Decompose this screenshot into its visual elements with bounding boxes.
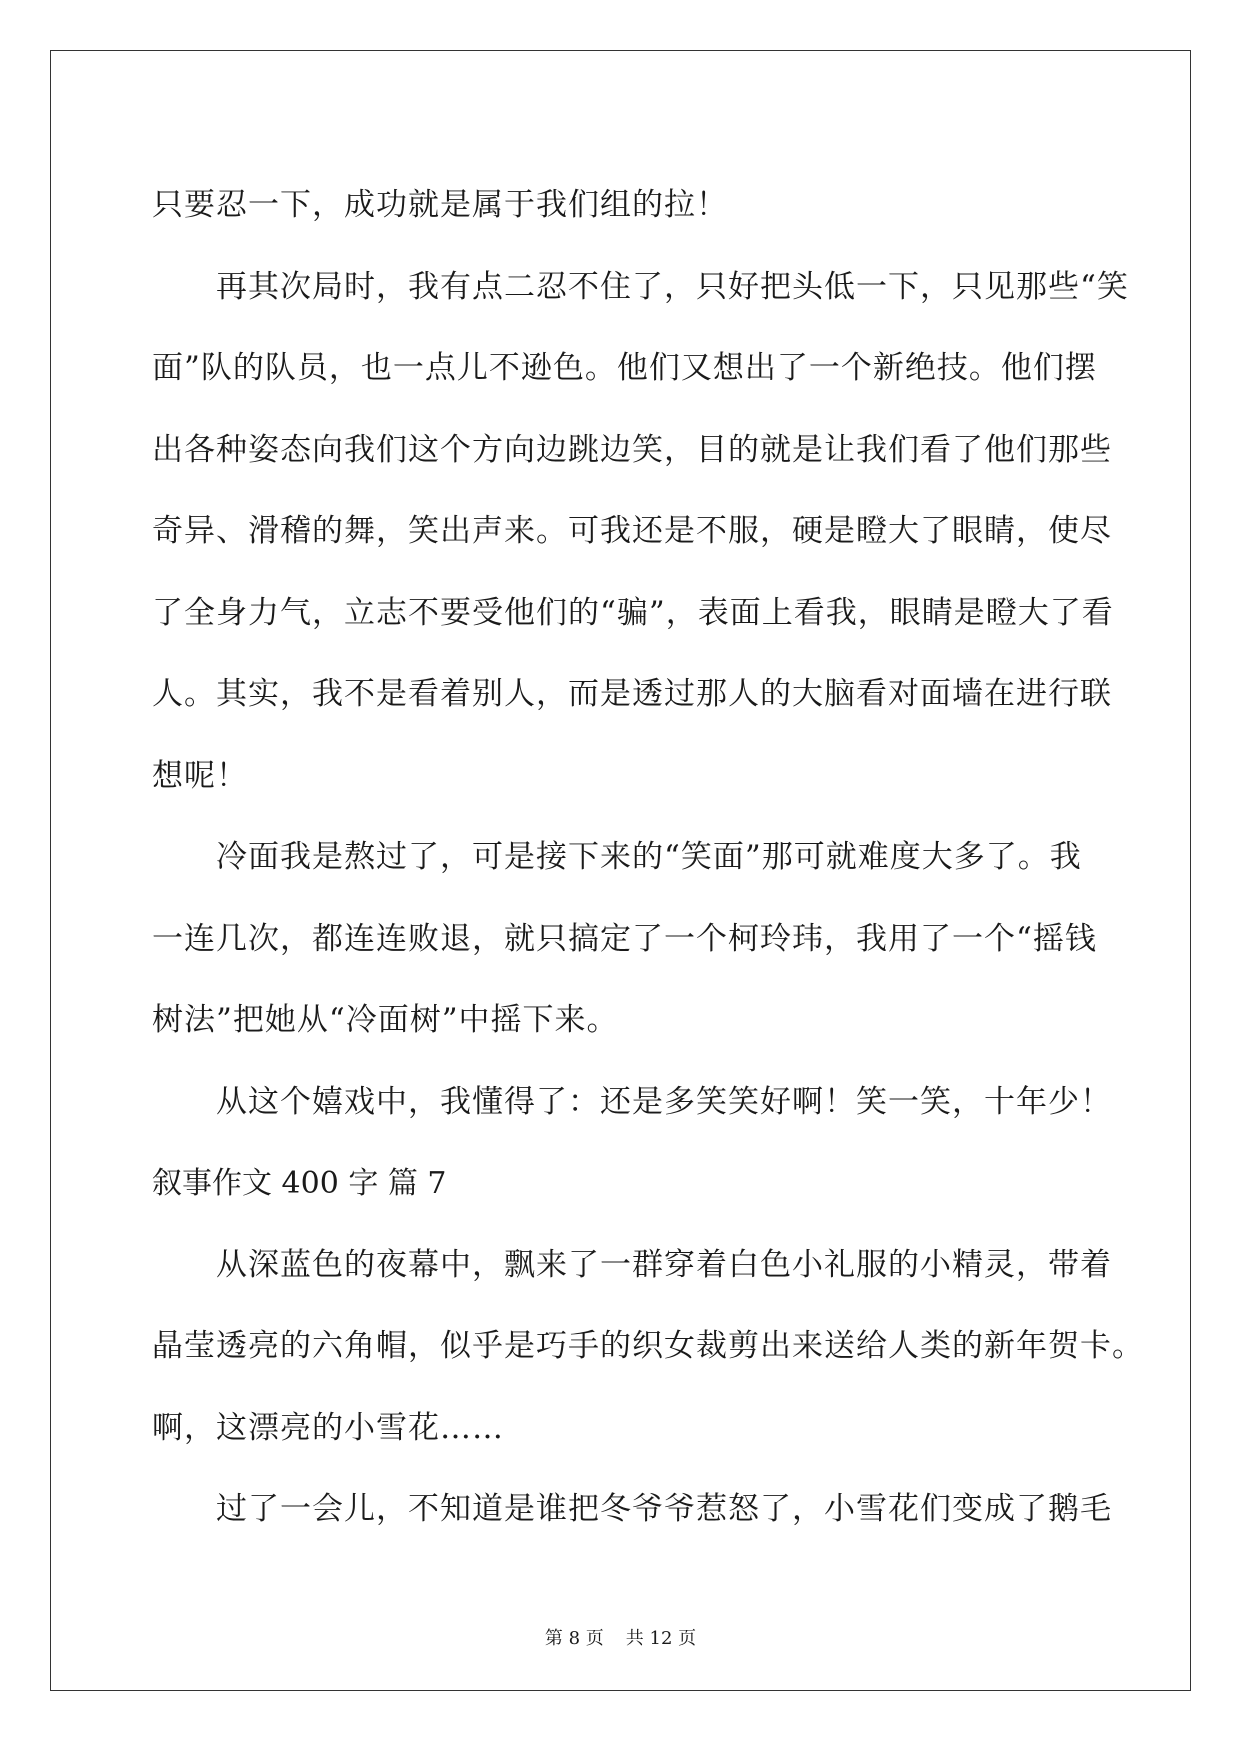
text-line: 从这个嬉戏中，我懂得了：还是多笑笑好啊！笑一笑，十年少！ — [216, 1083, 1112, 1120]
text-line: 树法”把她从“冷面树”中摇下来。 — [152, 1002, 619, 1038]
section-heading: 叙事作文 400 字 篇 7 — [152, 1166, 447, 1201]
text-line: 出各种姿态向我们这个方向边跳边笑，目的就是让我们看了他们那些 — [152, 431, 1112, 468]
text-line: 面”队的队员，也一点儿不逊色。他们又想出了一个新绝技。他们摆 — [152, 350, 1097, 386]
text-line: 想呢！ — [152, 757, 248, 794]
text-line: 从深蓝色的夜幕中，飘来了一群穿着白色小礼服的小精灵，带着 — [216, 1246, 1112, 1283]
text-line: 过了一会儿，不知道是谁把冬爷爷惹怒了，小雪花们变成了鹅毛 — [216, 1491, 1112, 1527]
text-line: 冷面我是熬过了，可是接下来的“笑面”那可就难度大多了。我 — [216, 839, 1082, 875]
text-line: 啊，这漂亮的小雪花…… — [152, 1409, 504, 1446]
page-footer — [0, 1627, 1241, 1651]
page-total: 共 12 页 — [625, 1628, 697, 1649]
text-line: 再其次局时，我有点二忍不住了，只好把头低一下，只见那些“笑 — [216, 268, 1129, 305]
text-line: 只要忍一下，成功就是属于我们组的拉！ — [152, 187, 728, 223]
text-line: 一连几次，都连连败退，就只搞定了一个柯玲玮，我用了一个“摇钱 — [152, 920, 1097, 957]
document-body — [152, 165, 1144, 1551]
page-number: 第 8 页 — [544, 1628, 604, 1649]
text-line: 晶莹透亮的六角帽，似乎是巧手的织女裁剪出来送给人类的新年贺卡。 — [152, 1328, 1144, 1364]
text-line: 奇异、滑稽的舞，笑出声来。可我还是不服，硬是瞪大了眼睛，使尽 — [152, 513, 1112, 549]
text-line: 人。其实，我不是看着别人，而是透过那人的大脑看对面墙在进行联 — [152, 676, 1112, 712]
text-line: 了全身力气，立志不要受他们的“骗”，表面上看我，眼睛是瞪大了看 — [152, 594, 1114, 631]
